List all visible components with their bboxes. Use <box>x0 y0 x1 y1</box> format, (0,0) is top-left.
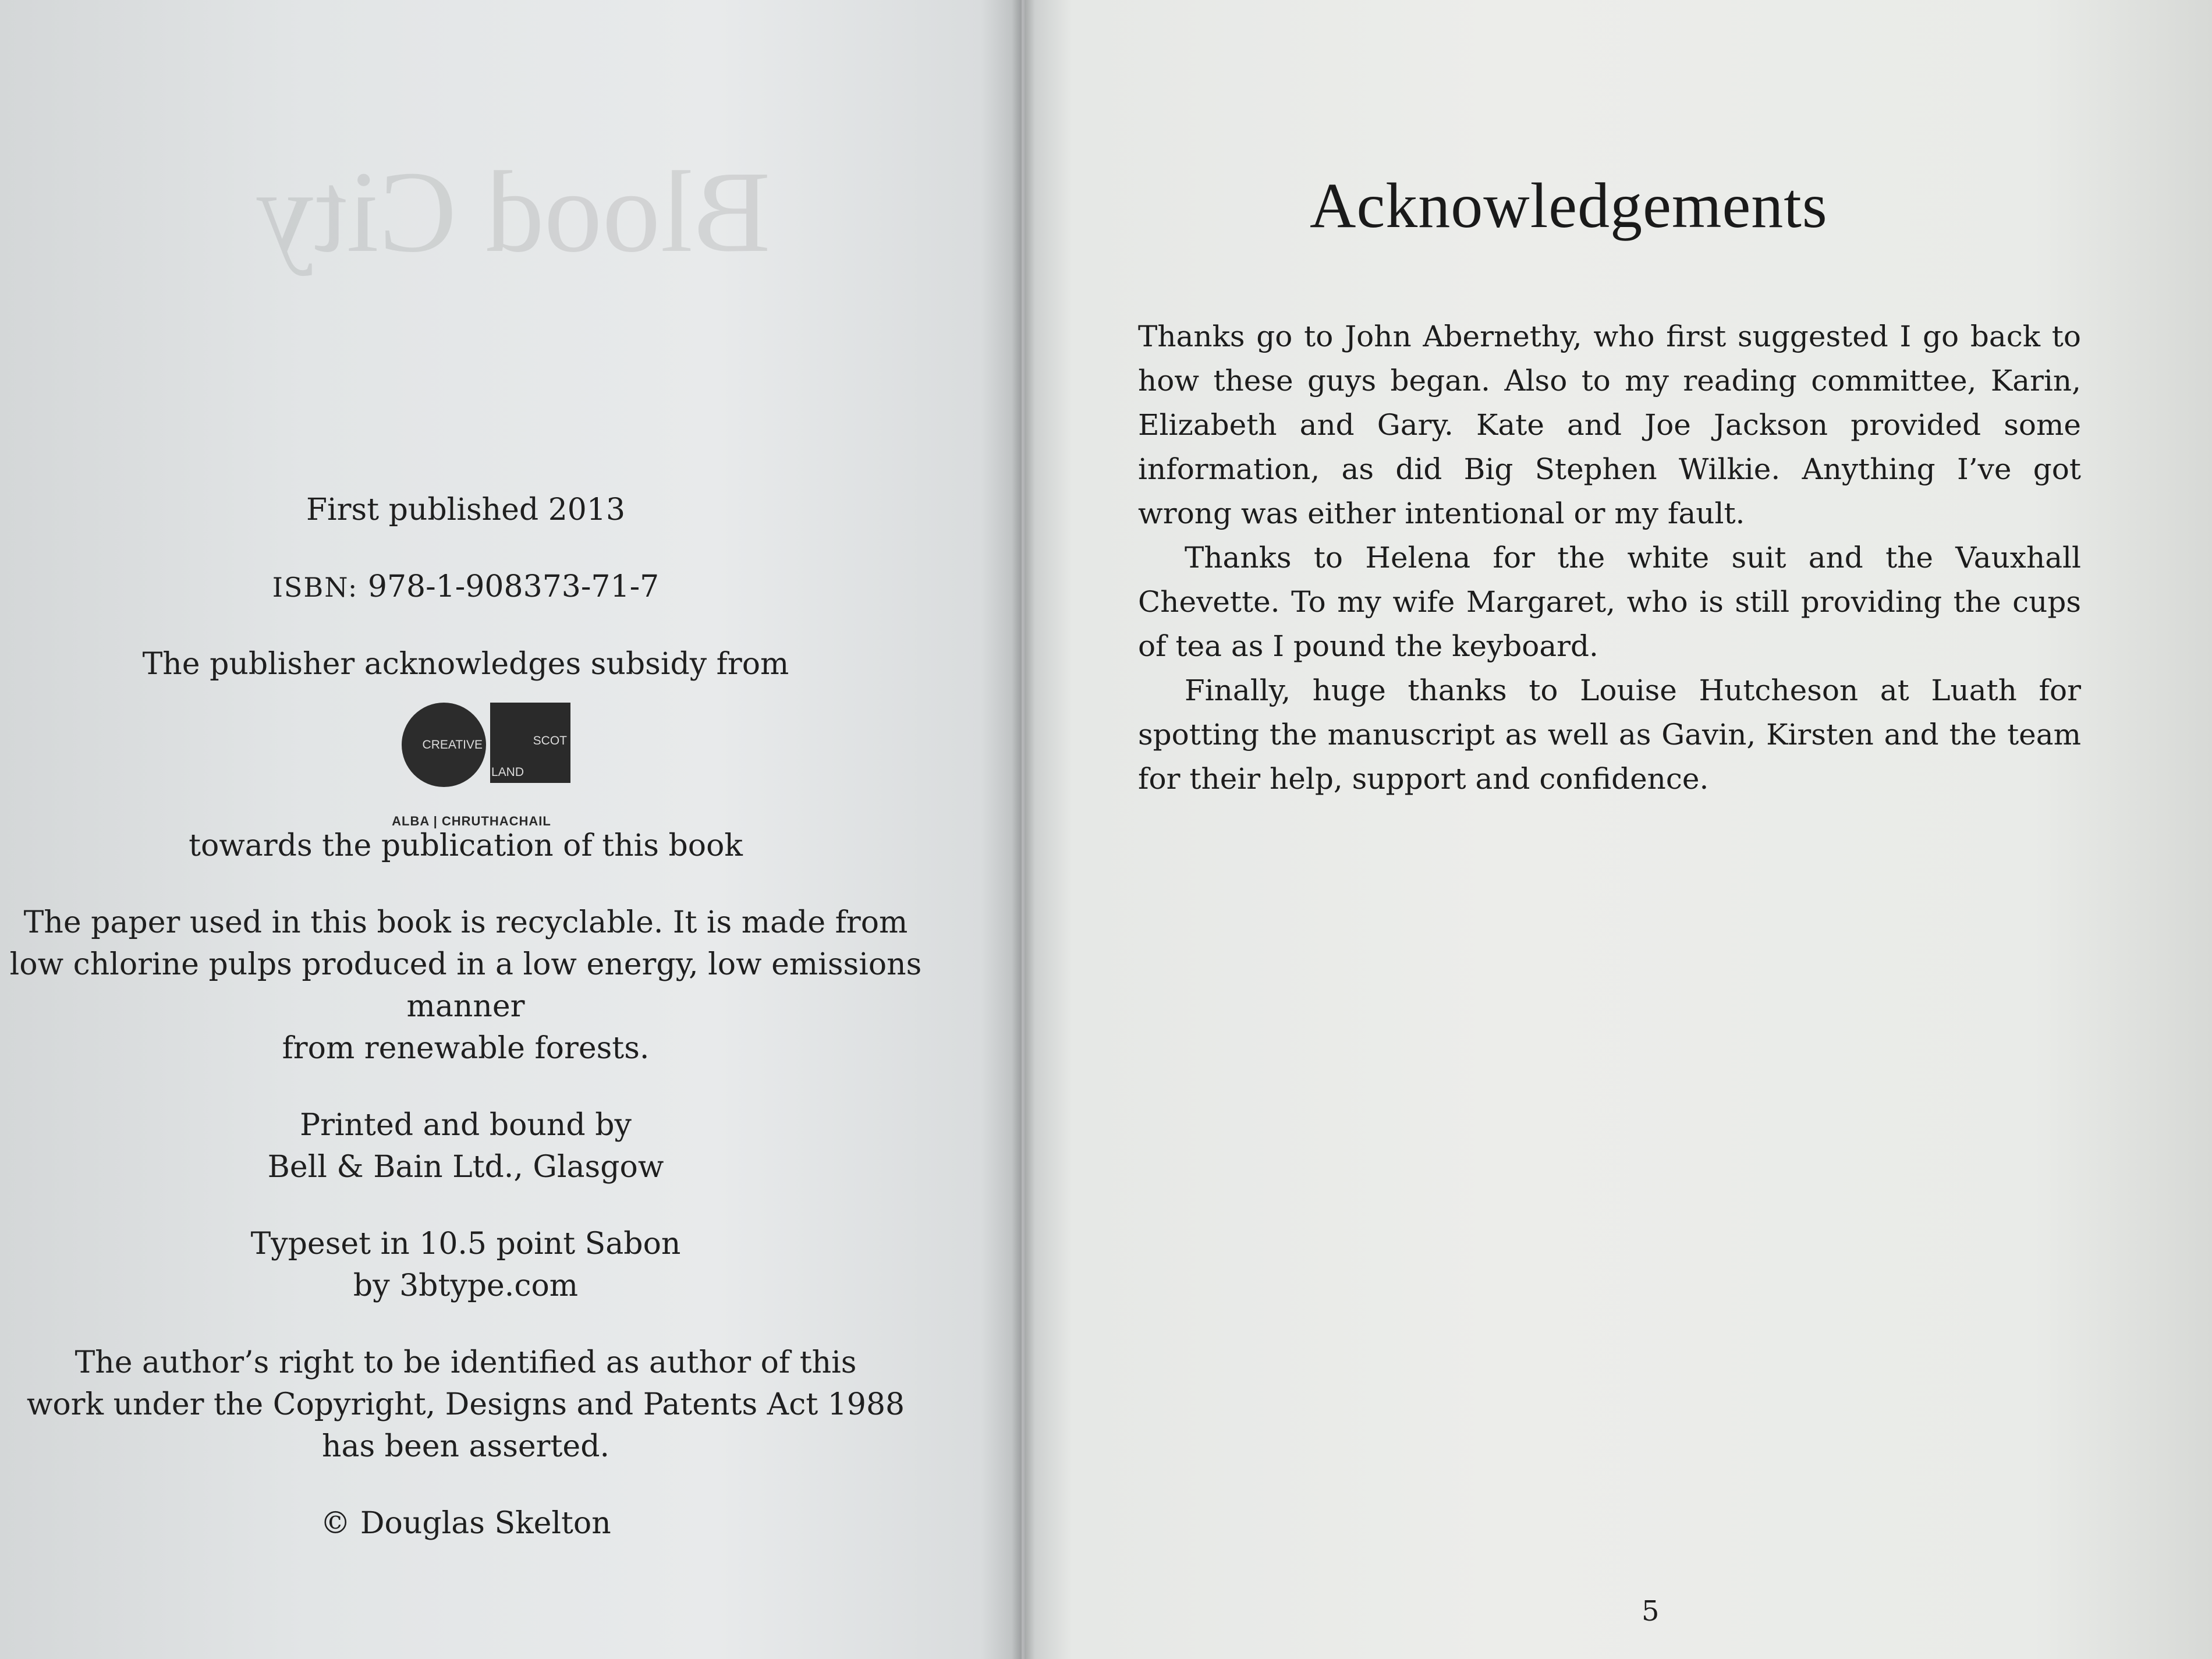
paper-line-2: low chlorine pulps produced in a low energy, low emissions manner <box>9 947 922 1024</box>
logo-circle-text: CREATIVE <box>422 738 483 751</box>
page-number: 5 <box>1642 1595 1660 1628</box>
paper-line-1: The paper used in this book is recyclable. It is made from <box>23 905 908 940</box>
logo-square <box>490 703 570 783</box>
copyright-line: © Douglas Skelton <box>320 1506 611 1541</box>
logo-square-bottom: LAND <box>491 765 524 779</box>
typeset-line-1: Typeset in 10.5 point Sabon <box>250 1226 681 1261</box>
subsidy-line: The publisher acknowledges subsidy from <box>142 647 789 682</box>
left-page <box>0 0 1022 1659</box>
ack-paragraph-3: Finally, huge thanks to Louise Hutcheson at Luath for spotting the manuscript as well as Gavin, Kirsten and the team for their help, support and confidence. <box>1138 673 2081 796</box>
rights-line-2: work under the Copyright, Designs and Patents Act 1988 <box>26 1387 905 1422</box>
printed-line-2: Bell & Bain Ltd., Glasgow <box>267 1150 664 1185</box>
typeset-note <box>0 1223 931 1307</box>
logo-circle <box>402 703 486 787</box>
typeset-line-2: by 3btype.com <box>353 1268 579 1303</box>
isbn-label: ISBN: <box>272 572 359 603</box>
imprint-block <box>0 489 931 1544</box>
ack-paragraph-2: Thanks to Helena for the white suit and the Vauxhall Chevette. To my wife Margaret, who is still providing the cups of tea as I pound the keyboard. <box>1138 541 2081 663</box>
acknowledgements-title: Acknowledgements <box>1310 170 1828 241</box>
isbn-value: 978-1-908373-71-7 <box>367 569 660 604</box>
acknowledgements-body <box>1138 314 2081 801</box>
paper-line-3: from renewable forests. <box>282 1031 650 1066</box>
rights-note <box>0 1342 931 1467</box>
paper-note <box>0 902 931 1069</box>
isbn-line <box>0 566 931 608</box>
rights-line-1: The author’s right to be identified as author of this <box>75 1345 857 1380</box>
printed-note <box>0 1104 931 1188</box>
creative-scotland-logo <box>373 703 567 828</box>
logo-square-top: SCOT <box>533 734 567 747</box>
rights-line-3: has been asserted. <box>321 1429 610 1464</box>
right-page <box>1025 0 2212 1659</box>
subsidy-end: towards the publication of this book <box>189 828 743 863</box>
logo-subtitle: ALBA | CHRUTHACHAIL <box>392 814 551 828</box>
first-published: First published 2013 <box>306 492 626 527</box>
book-gutter <box>1012 0 1035 1659</box>
show-through-title: Blood City <box>256 148 771 276</box>
printed-line-1: Printed and bound by <box>300 1108 632 1143</box>
ack-paragraph-1: Thanks go to John Abernethy, who first suggested I go back to how these guys began. Also to my reading committee, Karin, Elizabeth and Gary. Kate and Joe Jackson provided some information, as did Big Stephen Wilkie. Anything I’ve got wrong was either intentional or my fault. <box>1138 320 2081 530</box>
